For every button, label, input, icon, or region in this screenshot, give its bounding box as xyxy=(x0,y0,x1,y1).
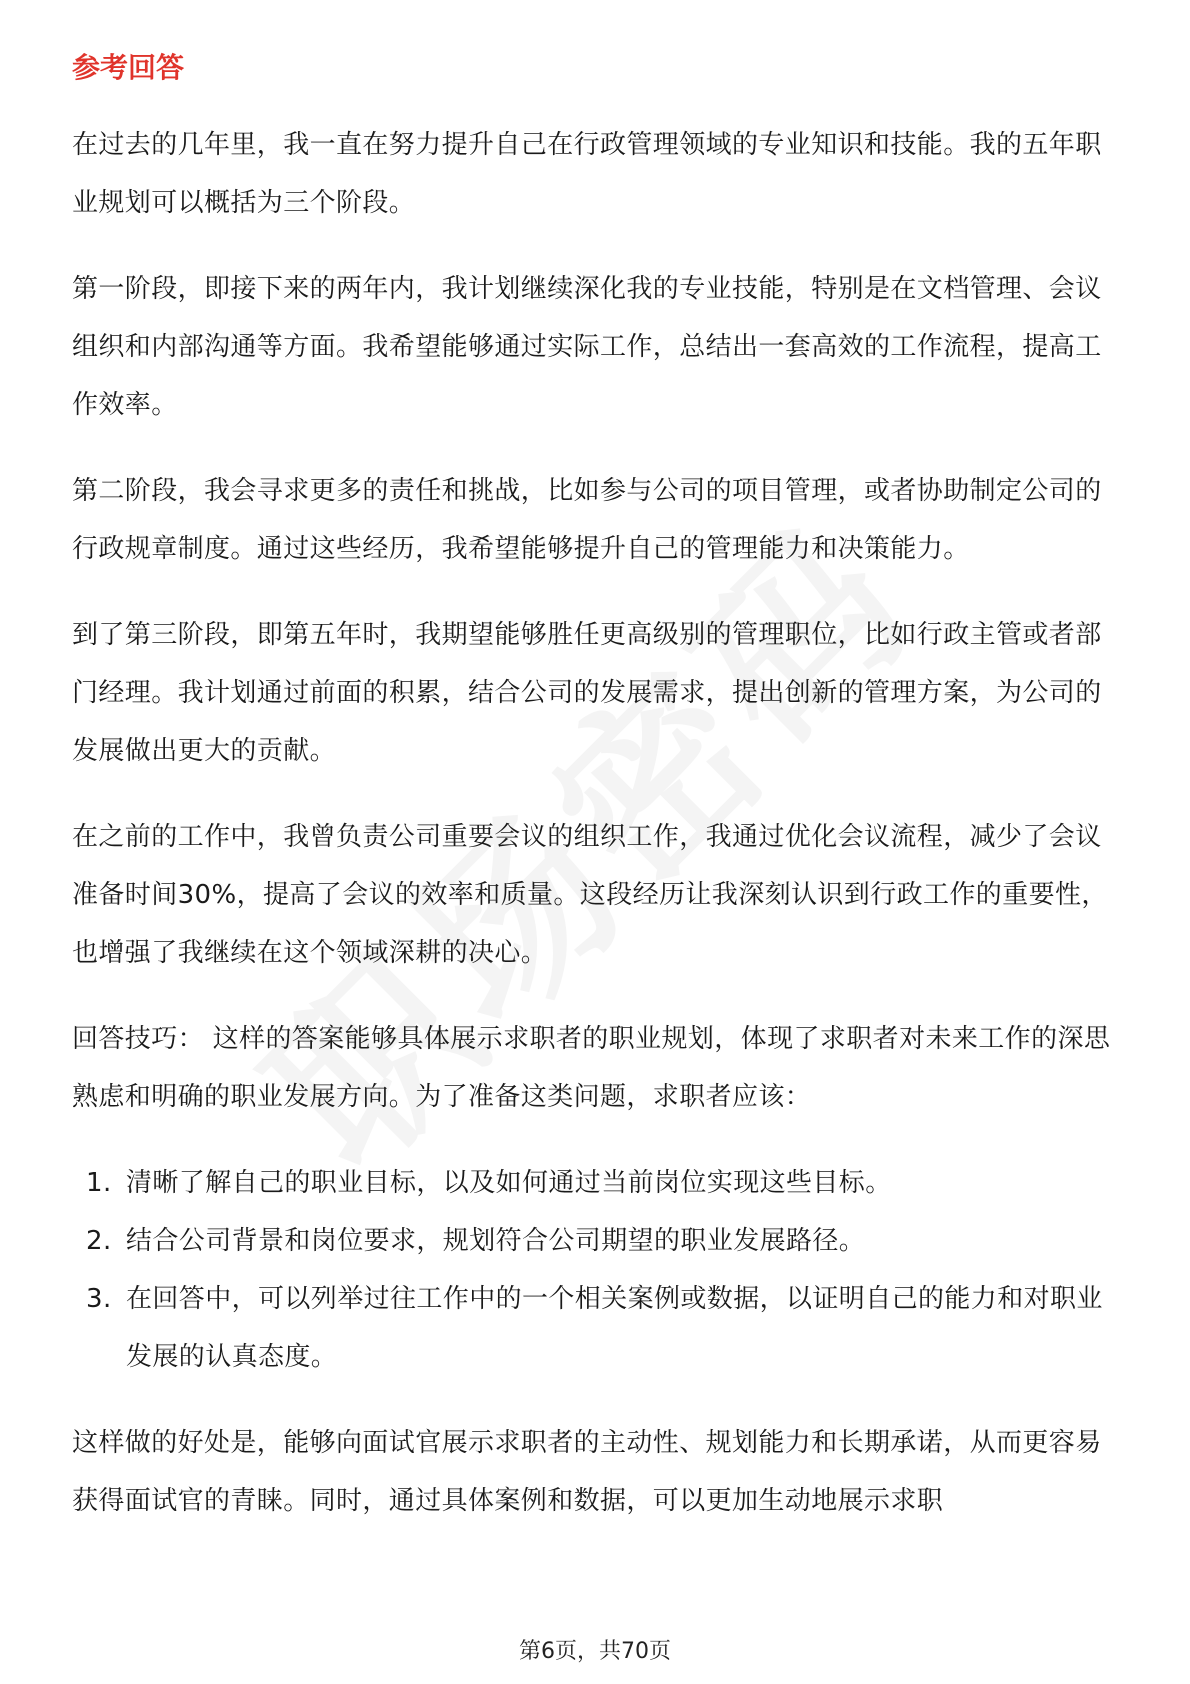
list-item xyxy=(72,1154,1120,1212)
paragraph-answer-tips: 回答技巧： 这样的答案能够具体展示求职者的职业规划，体现了求职者对未来工作的深思熟虑和明确的职业发展方向。为了准备这类问题，求职者应该： xyxy=(72,1024,1111,1112)
page-number: 第6页，共70页 xyxy=(519,1639,671,1664)
list-item xyxy=(72,1270,1120,1386)
list-item-number: 3. xyxy=(86,1284,112,1314)
paragraph-intro: 在过去的几年里，我一直在努力提升自己在行政管理领域的专业知识和技能。我的五年职业规划可以概括为三个阶段。 xyxy=(72,130,1102,218)
list-item-text: 清晰了解自己的职业目标，以及如何通过当前岗位实现这些目标。 xyxy=(126,1168,892,1198)
list-item xyxy=(72,1212,1120,1270)
document-body xyxy=(72,116,1120,1558)
list-item-number: 2. xyxy=(86,1226,112,1256)
paragraph-stage-three: 到了第三阶段，即第五年时，我期望能够胜任更高级别的管理职位，比如行政主管或者部门经理。我计划通过前面的积累，结合公司的发展需求，提出创新的管理方案，为公司的发展做出更大的贡献。 xyxy=(72,620,1102,766)
list-item-text: 结合公司背景和岗位要求，规划符合公司期望的职业发展路径。 xyxy=(126,1226,866,1256)
section-heading: 参考回答 xyxy=(72,51,185,84)
list-item-text: 在回答中，可以列举过往工作中的一个相关案例或数据，以证明自己的能力和对职业发展的认真态度。 xyxy=(126,1284,1103,1372)
paragraph-stage-one: 第一阶段，即接下来的两年内，我计划继续深化我的专业技能，特别是在文档管理、会议组织和内部沟通等方面。我希望能够通过实际工作，总结出一套高效的工作流程，提高工作效率。 xyxy=(72,274,1102,420)
paragraph-benefits: 这样做的好处是，能够向面试官展示求职者的主动性、规划能力和长期承诺，从而更容易获得面试官的青睐。同时，通过具体案例和数据，可以更加生动地展示求职 xyxy=(72,1428,1102,1516)
tips-list xyxy=(72,1154,1120,1386)
list-item-number: 1. xyxy=(86,1168,112,1198)
paragraph-stage-two: 第二阶段，我会寻求更多的责任和挑战，比如参与公司的项目管理，或者协助制定公司的行政规章制度。通过这些经历，我希望能够提升自己的管理能力和决策能力。 xyxy=(72,476,1102,564)
paragraph-experience: 在之前的工作中，我曾负责公司重要会议的组织工作，我通过优化会议流程，减少了会议准备时间30%，提高了会议的效率和质量。这段经历让我深刻认识到行政工作的重要性，也增强了我继续在这个领域深耕的决心。 xyxy=(72,822,1108,968)
